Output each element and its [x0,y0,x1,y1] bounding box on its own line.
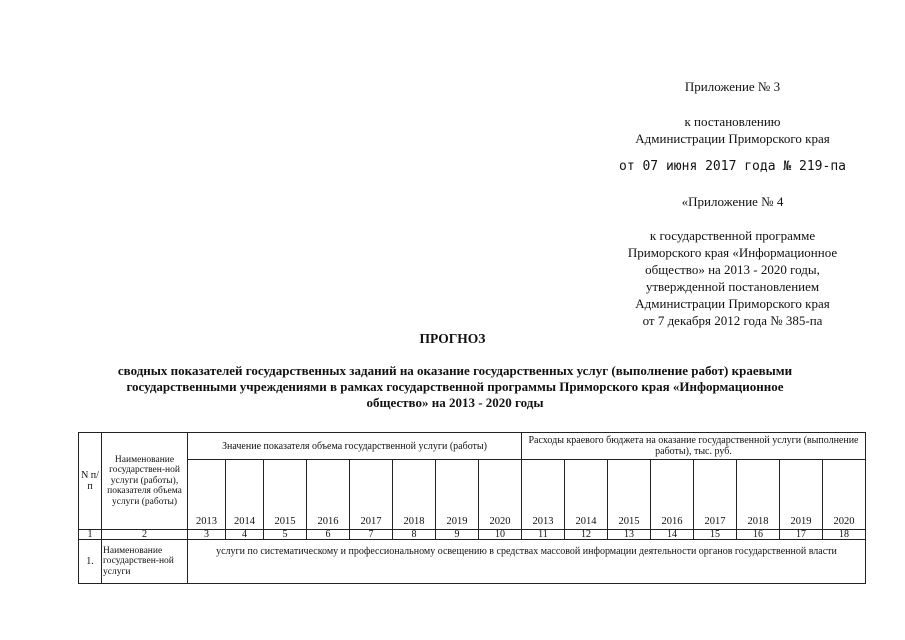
subtitle-line: государственными учреждениями в рамках государственной программы Приморского края «Информационное [126,379,784,394]
column-number: 1 [79,530,102,540]
header-np: N п/п [79,433,102,530]
program-line: общество» на 2013 - 2020 годы, [645,262,820,277]
row-service-description: услуги по систематическому и профессиональному освещению в средствах массовой информации деятельности органов государственной власти [188,540,866,584]
row-service-name: Наименование государствен-ной услуги [102,540,188,584]
year-cell: 2019 [436,460,479,530]
year-cell: 2018 [737,460,780,530]
year-cell: 2013 [522,460,565,530]
column-number: 7 [350,530,393,540]
administration-label: Администрации Приморского края [635,131,830,146]
program-line: Приморского края «Информационное [627,245,838,260]
column-number: 14 [651,530,694,540]
header-expense-group: Расходы краевого бюджета на оказание государственной услуги (выполнение работы), тыс. руб. [522,433,866,460]
column-number: 17 [780,530,823,540]
year-cell: 2019 [780,460,823,530]
year-cell: 2016 [307,460,350,530]
header-volume-group: Значение показателя объема государственной услуги (работы) [188,433,522,460]
program-line: утвержденной постановлением [645,279,820,294]
year-cell: 2015 [264,460,307,530]
year-cell: 2017 [350,460,393,530]
column-number: 9 [436,530,479,540]
column-number: 11 [522,530,565,540]
year-cell: 2017 [694,460,737,530]
year-cell: 2015 [608,460,651,530]
program-reference [560,227,905,329]
document-title: ПРОГНОЗ [419,331,486,346]
column-number: 13 [608,530,651,540]
column-number: 5 [264,530,307,540]
subtitle-line: сводных показателей государственных заданий на оказание государственных услуг (выполнение работ) краевыми [117,363,793,378]
year-cell: 2018 [393,460,436,530]
program-line: к государственной программе [649,228,816,243]
year-cell: 2016 [651,460,694,530]
column-number: 3 [188,530,226,540]
column-number: 16 [737,530,780,540]
column-number: 2 [102,530,188,540]
row-number: 1. [79,540,102,584]
subtitle-line: общество» на 2013 - 2020 годы [366,395,544,410]
column-number: 4 [226,530,264,540]
program-line: Администрации Приморского края [635,296,830,311]
year-cell: 2020 [479,460,522,530]
table-row [79,540,866,584]
to-resolution-label: к постановлению [684,114,781,129]
column-number: 10 [479,530,522,540]
document-subtitle [85,363,825,411]
column-number: 12 [565,530,608,540]
column-number: 15 [694,530,737,540]
column-number: 18 [823,530,866,540]
year-cell: 2020 [823,460,866,530]
appendix-4-label: «Приложение № 4 [681,194,784,209]
forecast-table [78,432,866,584]
column-number: 8 [393,530,436,540]
header-service-name: Наименование государствен-ной услуги (работы), показателя объема услуги (работы) [102,433,188,530]
appendix-3-label: Приложение № 3 [684,79,781,94]
year-cell: 2014 [226,460,264,530]
year-cell: 2014 [565,460,608,530]
date-stamp: от 07 июня 2017 года № 219-па [619,159,846,174]
year-cell: 2013 [188,460,226,530]
program-line: от 7 декабря 2012 года № 385-па [642,313,823,328]
column-number: 6 [307,530,350,540]
